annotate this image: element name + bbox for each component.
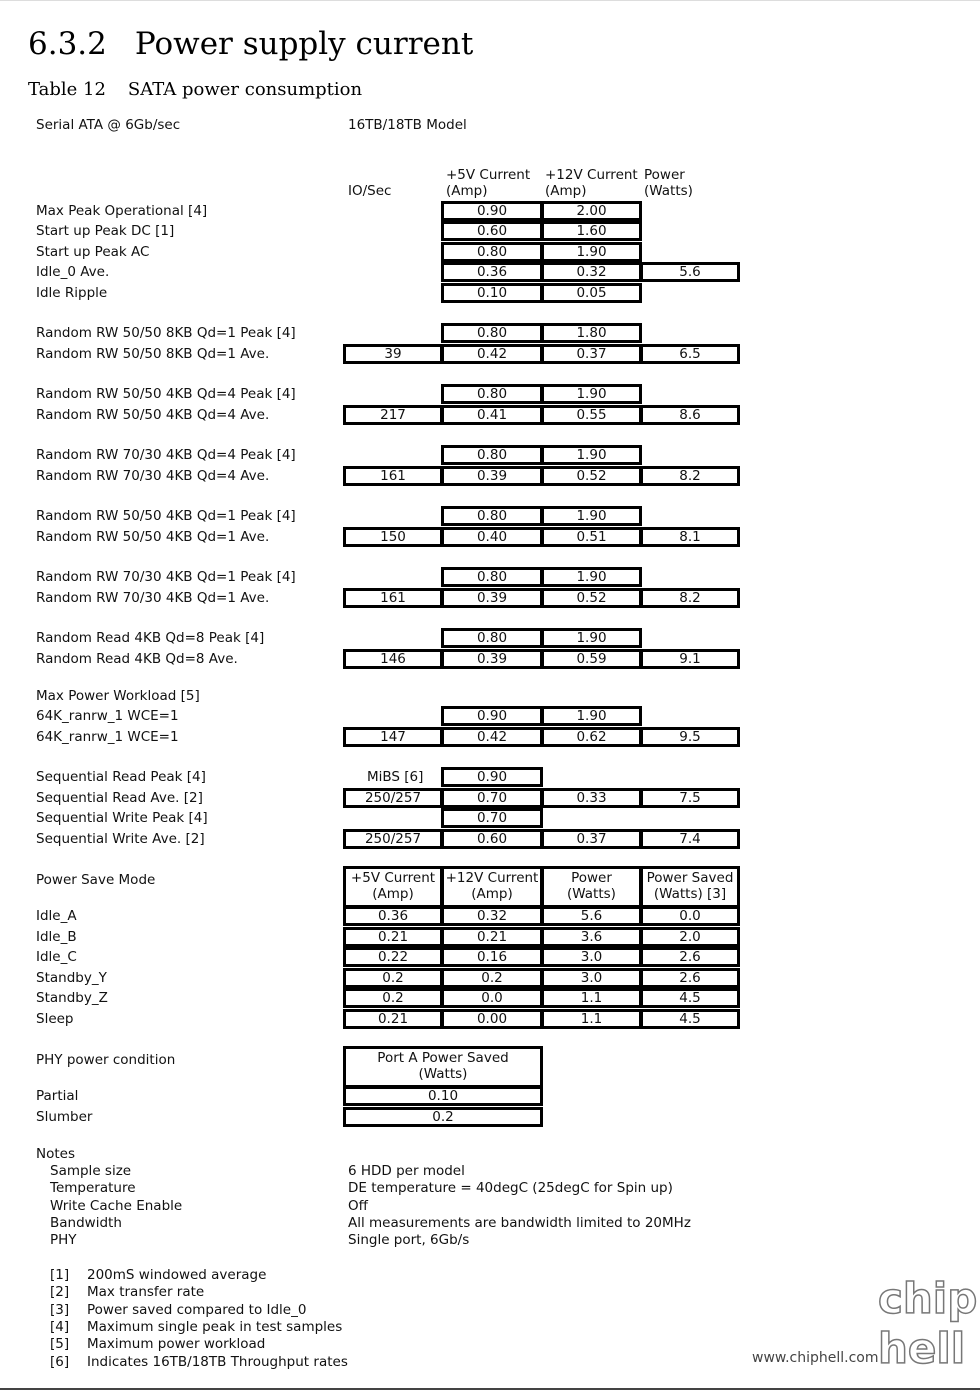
cell-v12: 1.90 xyxy=(541,384,642,404)
cell-v12: 1.90 xyxy=(541,706,642,726)
cell-v5: 0.80 xyxy=(441,323,543,343)
row-label: Sequential Read Ave. [2] xyxy=(36,790,203,806)
power-save-cell-power: 5.6 xyxy=(541,906,642,926)
footnote-ref: [1] xyxy=(50,1267,70,1283)
row-label: Random RW 70/30 4KB Qd=1 Peak [4] xyxy=(36,569,296,585)
row-label: Max Peak Operational [4] xyxy=(36,203,208,219)
header-line1: +5V Current xyxy=(350,870,436,886)
table-caption xyxy=(28,79,362,100)
cell-io: 250/257 xyxy=(343,829,443,849)
cell-power: 5.6 xyxy=(640,262,740,282)
header-line2: (Watts) xyxy=(567,886,616,902)
footnote-text: Indicates 16TB/18TB Throughput rates xyxy=(87,1353,348,1370)
cell-power: 8.6 xyxy=(640,405,740,425)
cell-v5: 0.90 xyxy=(441,706,543,726)
cell-v12: 0.51 xyxy=(541,527,642,547)
power-save-cell-v12: 0.00 xyxy=(441,1009,543,1029)
cell-v5: 0.39 xyxy=(441,588,543,608)
power-save-cell-saved: 2.6 xyxy=(640,968,740,988)
cell-v5: 0.36 xyxy=(441,262,543,282)
cell-v12: 1.90 xyxy=(541,242,642,262)
power-save-cell-v5: 0.21 xyxy=(343,927,443,947)
notes-title: Notes xyxy=(36,1146,75,1162)
row-label: Idle Ripple xyxy=(36,285,108,301)
note-label: Write Cache Enable xyxy=(50,1197,183,1214)
phy-cell: 0.10 xyxy=(343,1086,543,1106)
header-line1: +12V Current xyxy=(445,870,539,886)
power-save-cell-power: 3.0 xyxy=(541,947,642,967)
model-label: 16TB/18TB Model xyxy=(348,117,467,133)
power-save-cell-v12: 0.21 xyxy=(441,927,543,947)
power-save-cell-v5: 0.2 xyxy=(343,968,443,988)
cell-io: 161 xyxy=(343,588,443,608)
row-label: Start up Peak AC xyxy=(36,244,150,260)
cell-v5: 0.80 xyxy=(441,628,543,648)
row-label: Random RW 50/50 8KB Qd=1 Ave. xyxy=(36,346,270,362)
cell-v5: 0.39 xyxy=(441,649,543,669)
row-label: Random RW 50/50 4KB Qd=4 Ave. xyxy=(36,407,270,423)
row-label: Random RW 50/50 8KB Qd=1 Peak [4] xyxy=(36,325,296,341)
cell-v12: 0.37 xyxy=(541,829,642,849)
row-label: Max Power Workload [5] xyxy=(36,688,200,704)
power-save-row-label: Idle_B xyxy=(36,929,77,945)
phy-header-line2: (Watts) xyxy=(418,1066,468,1082)
col-5v-header-l1: +5V Current xyxy=(446,167,531,183)
power-save-cell-power: 1.1 xyxy=(541,988,642,1008)
note-value: All measurements are bandwidth limited to 20MHz xyxy=(348,1214,691,1231)
cell-io: 150 xyxy=(343,527,443,547)
row-label: Random RW 70/30 4KB Qd=4 Ave. xyxy=(36,468,270,484)
footnote-ref: [3] xyxy=(50,1301,70,1318)
cell-v12: 1.80 xyxy=(541,323,642,343)
power-save-row-label: Idle_C xyxy=(36,949,77,965)
cell-v5: 0.80 xyxy=(441,567,543,587)
power-save-row-label: Idle_A xyxy=(36,908,77,924)
cell-v5: 0.90 xyxy=(441,767,543,787)
power-save-cell-saved: 4.5 xyxy=(640,988,740,1008)
power-save-header xyxy=(343,866,443,908)
col-12v-header-l1: +12V Current xyxy=(545,167,638,183)
power-save-cell-power: 3.0 xyxy=(541,968,642,988)
power-save-row-label: Standby_Z xyxy=(36,990,108,1006)
power-save-cell-v12: 0.16 xyxy=(441,947,543,967)
power-save-cell-saved: 0.0 xyxy=(640,906,740,926)
phy-header-line1: Port A Power Saved xyxy=(377,1050,509,1066)
throughput-unit-label: MiBS [6] xyxy=(367,769,424,785)
cell-v12: 0.32 xyxy=(541,262,642,282)
cell-power: 7.4 xyxy=(640,829,740,849)
row-label: Random RW 50/50 4KB Qd=4 Peak [4] xyxy=(36,386,296,402)
footnote-ref: [6] xyxy=(50,1353,70,1370)
note-label: PHY xyxy=(50,1232,77,1249)
power-save-cell-v12: 0.0 xyxy=(441,988,543,1008)
power-save-cell-power: 1.1 xyxy=(541,1009,642,1029)
cell-v5: 0.42 xyxy=(441,344,543,364)
cell-v5: 0.60 xyxy=(441,221,543,241)
cell-v5: 0.60 xyxy=(441,829,543,849)
header-line2: (Watts) [3] xyxy=(653,886,727,902)
power-save-cell-v12: 0.2 xyxy=(441,968,543,988)
footnote-ref: [5] xyxy=(50,1336,70,1353)
logo-line2: hell xyxy=(878,1324,966,1373)
col-12v-header-l2: (Amp) xyxy=(545,183,587,199)
header-line1: Power Saved xyxy=(646,870,734,886)
header-line2: (Amp) xyxy=(372,886,414,902)
row-label: Random RW 70/30 4KB Qd=4 Peak [4] xyxy=(36,447,296,463)
row-label: Random RW 50/50 4KB Qd=1 Peak [4] xyxy=(36,508,296,524)
row-label: Random Read 4KB Qd=8 Ave. xyxy=(36,651,238,667)
power-save-row-label: Standby_Y xyxy=(36,970,107,986)
col-power-header-l2: (Watts) xyxy=(644,183,693,199)
cell-v12: 1.90 xyxy=(541,628,642,648)
power-save-title: Power Save Mode xyxy=(36,872,156,888)
interface-label: Serial ATA @ 6Gb/sec xyxy=(36,117,181,133)
cell-v12: 0.55 xyxy=(541,405,642,425)
note-value: Single port, 6Gb/s xyxy=(348,1232,470,1249)
note-label: Sample size xyxy=(50,1163,132,1179)
note-value: 6 HDD per model xyxy=(348,1163,465,1179)
cell-v5: 0.80 xyxy=(441,445,543,465)
footnote-text: Max transfer rate xyxy=(87,1284,205,1301)
cell-power: 9.1 xyxy=(640,649,740,669)
cell-io: 217 xyxy=(343,405,443,425)
cell-power: 8.2 xyxy=(640,466,740,486)
top-border xyxy=(0,0,980,1)
cell-v5: 0.41 xyxy=(441,405,543,425)
section-number: 6.3.2 xyxy=(28,26,107,62)
footnote-ref: [2] xyxy=(50,1284,70,1301)
row-label: 64K_ranrw_1 WCE=1 xyxy=(36,708,179,724)
footnote-text: Maximum single peak in test samples xyxy=(87,1318,343,1335)
section-title: Power supply current xyxy=(134,26,474,62)
note-label: Bandwidth xyxy=(50,1214,122,1231)
row-label: Sequential Write Peak [4] xyxy=(36,810,208,826)
cell-v12: 0.37 xyxy=(541,344,642,364)
row-label: Sequential Read Peak [4] xyxy=(36,769,206,785)
cell-v12: 1.90 xyxy=(541,567,642,587)
cell-v5: 0.80 xyxy=(441,384,543,404)
cell-v12: 0.52 xyxy=(541,588,642,608)
footnote-text: Maximum power workload xyxy=(87,1336,266,1353)
cell-v5: 0.70 xyxy=(441,788,543,808)
cell-power: 7.5 xyxy=(640,788,740,808)
col-power-header-l1: Power xyxy=(644,167,685,183)
phy-cell: 0.2 xyxy=(343,1107,543,1127)
logo-line1: chip xyxy=(878,1274,978,1323)
cell-io: 250/257 xyxy=(343,788,443,808)
power-save-cell-v5: 0.36 xyxy=(343,906,443,926)
footnote-text: 200mS windowed average xyxy=(87,1267,267,1283)
cell-v5: 0.42 xyxy=(441,727,543,747)
table-title: SATA power consumption xyxy=(127,79,363,100)
cell-io: 39 xyxy=(343,344,443,364)
cell-io: 161 xyxy=(343,466,443,486)
cell-v12: 0.59 xyxy=(541,649,642,669)
footnote-text: Power saved compared to Idle_0 xyxy=(87,1301,307,1318)
row-label: Random RW 50/50 4KB Qd=1 Ave. xyxy=(36,529,270,545)
cell-power: 6.5 xyxy=(640,344,740,364)
power-save-cell-v5: 0.2 xyxy=(343,988,443,1008)
power-save-header xyxy=(441,866,543,908)
cell-io: 147 xyxy=(343,727,443,747)
cell-v5: 0.39 xyxy=(441,466,543,486)
cell-v5: 0.10 xyxy=(441,283,543,303)
row-label: Random RW 70/30 4KB Qd=1 Ave. xyxy=(36,590,270,606)
cell-v12: 0.33 xyxy=(541,788,642,808)
col-io-header: IO/Sec xyxy=(348,183,392,199)
footnote-ref: [4] xyxy=(50,1318,70,1335)
cell-power: 9.5 xyxy=(640,727,740,747)
chiphell-logo-icon xyxy=(874,1267,978,1373)
cell-v12: 0.05 xyxy=(541,283,642,303)
cell-io: 146 xyxy=(343,649,443,669)
cell-v12: 0.52 xyxy=(541,466,642,486)
power-save-cell-saved: 2.0 xyxy=(640,927,740,947)
power-save-cell-v5: 0.21 xyxy=(343,1009,443,1029)
cell-v12: 2.00 xyxy=(541,201,642,221)
power-save-cell-saved: 2.6 xyxy=(640,947,740,967)
row-label: 64K_ranrw_1 WCE=1 xyxy=(36,729,179,745)
watermark-site: www.chiphell.com xyxy=(752,1350,879,1366)
note-label: Temperature xyxy=(50,1180,136,1197)
power-save-cell-v5: 0.22 xyxy=(343,947,443,967)
row-label: Random Read 4KB Qd=8 Peak [4] xyxy=(36,630,265,646)
power-save-row-label: Sleep xyxy=(36,1011,74,1027)
col-5v-header-l2: (Amp) xyxy=(446,183,488,199)
phy-row-label: Partial xyxy=(36,1088,79,1104)
power-save-cell-power: 3.6 xyxy=(541,927,642,947)
cell-v12: 1.60 xyxy=(541,221,642,241)
header-line2: (Amp) xyxy=(471,886,513,902)
row-label: Idle_0 Ave. xyxy=(36,264,110,280)
phy-title: PHY power condition xyxy=(36,1052,176,1068)
phy-row-label: Slumber xyxy=(36,1109,93,1125)
cell-power: 8.1 xyxy=(640,527,740,547)
bottom-border xyxy=(0,1388,980,1390)
cell-v12: 1.90 xyxy=(541,506,642,526)
power-save-header xyxy=(541,866,642,908)
cell-v5: 0.40 xyxy=(441,527,543,547)
cell-v12: 1.90 xyxy=(541,445,642,465)
cell-v5: 0.80 xyxy=(441,242,543,262)
power-save-cell-saved: 4.5 xyxy=(640,1009,740,1029)
table-number: Table 12 xyxy=(28,79,106,100)
cell-power: 8.2 xyxy=(640,588,740,608)
cell-v5: 0.90 xyxy=(441,201,543,221)
cell-v5: 0.70 xyxy=(441,808,543,828)
note-value: Off xyxy=(348,1197,368,1214)
cell-v12: 0.62 xyxy=(541,727,642,747)
section-heading xyxy=(28,26,473,62)
header-line1: Power xyxy=(571,870,612,886)
power-save-cell-v12: 0.32 xyxy=(441,906,543,926)
note-value: DE temperature = 40degC (25degC for Spin up) xyxy=(348,1180,673,1197)
row-label: Start up Peak DC [1] xyxy=(36,223,175,239)
cell-v5: 0.80 xyxy=(441,506,543,526)
phy-header xyxy=(343,1046,543,1088)
power-save-header xyxy=(640,866,740,908)
row-label: Sequential Write Ave. [2] xyxy=(36,831,205,847)
